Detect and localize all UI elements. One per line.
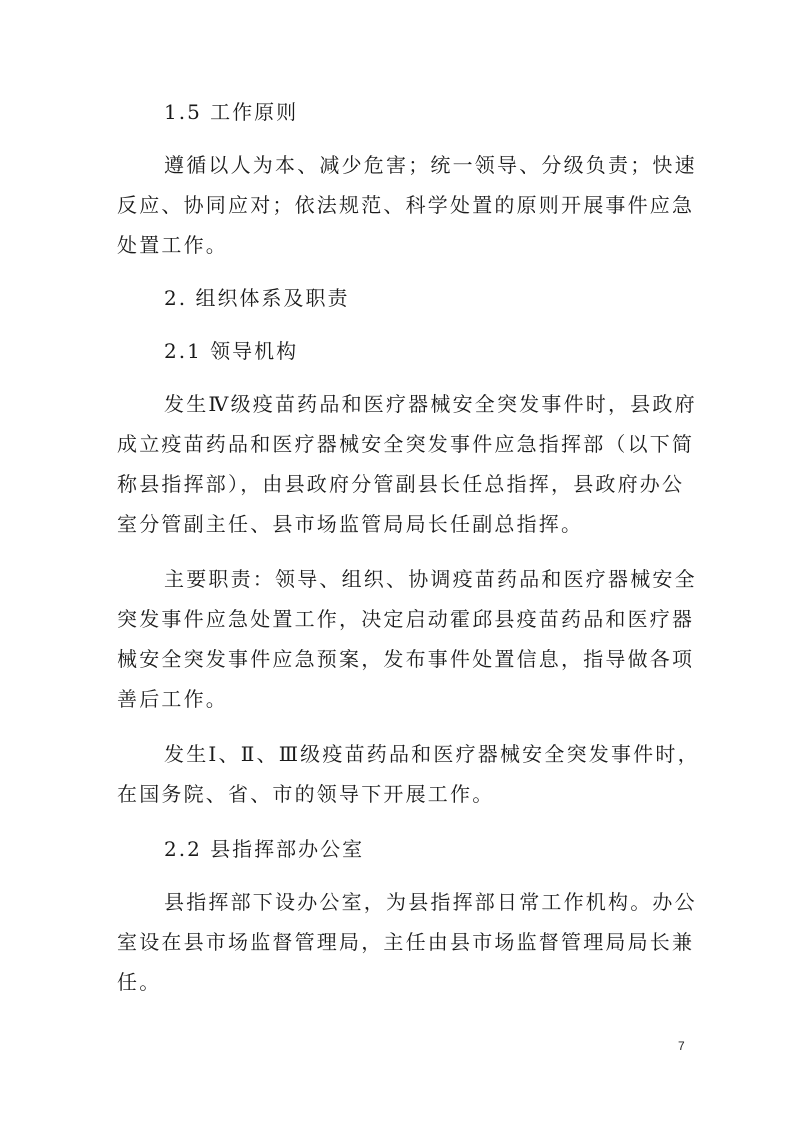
paragraph-line: 县指挥部下设办公室，为县指挥部日常工作机构。办公 [164,890,697,914]
paragraph-line: 发生Ⅳ级疫苗药品和医疗器械安全突发事件时，县政府 [164,392,697,416]
paragraph-line: 成立疫苗药品和医疗器械安全突发事件应急指挥部（以下简 [117,432,695,456]
section-heading-2: 2. 组织体系及职责 [164,286,350,310]
paragraph-line: 主要职责：领导、组织、协调疫苗药品和医疗器械安全 [164,567,697,591]
page-number: 7 [678,1039,685,1053]
paragraph-line: 遵循以人为本、减少危害；统一领导、分级负责；快速 [164,153,697,177]
paragraph-line: 在国务院、省、市的领导下开展工作。 [117,782,495,806]
section-heading-1-5: 1.5 工作原则 [164,100,299,124]
paragraph-line: 械安全突发事件应急预案，发布事件处置信息，指导做各项 [117,647,695,671]
paragraph-line: 善后工作。 [117,687,228,711]
paragraph-line: 处置工作。 [117,233,228,257]
paragraph-line: 室分管副主任、县市场监管局局长任副总指挥。 [117,512,584,536]
paragraph-line: 任。 [117,970,162,994]
paragraph-line: 发生Ⅰ、Ⅱ、Ⅲ级疫苗药品和医疗器械安全突发事件时， [164,742,700,766]
section-heading-2-2: 2.2 县指挥部办公室 [164,837,365,861]
section-heading-2-1: 2.1 领导机构 [164,339,299,363]
paragraph-line: 室设在县市场监督管理局，主任由县市场监督管理局局长兼 [117,930,695,954]
paragraph-line: 称县指挥部），由县政府分管副县长任总指挥，县政府办公 [117,472,685,496]
paragraph-line: 反应、协同应对；依法规范、科学处置的原则开展事件应急 [117,193,695,217]
paragraph-line: 突发事件应急处置工作，决定启动霍邱县疫苗药品和医疗器 [117,607,695,631]
